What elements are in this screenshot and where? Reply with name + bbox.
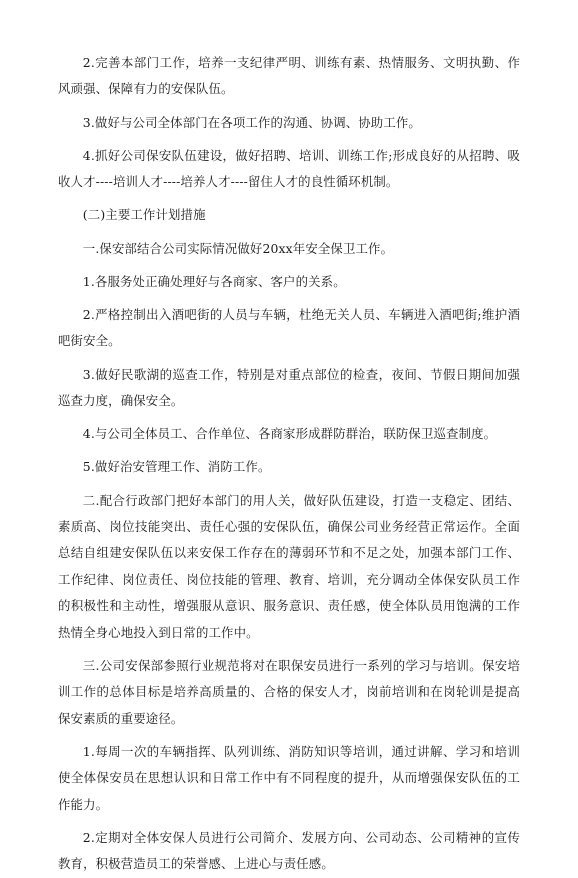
paragraph-measure-2: 二.配合行政部门把好本部门的用人关，做好队伍建设，打造一支稳定、团结、素质高、岗位技能突出、责任心强的安保队伍，确保公司业务经营正常运作。全面总结自组建安保队伍以来安保工作存在的薄弱环节和不足之处，加强本部门工作、工作纪律、岗位责任、岗位技能的管理、教育、培训，充分调动全体保安队员工作的积极性和主动性，增强服从意识、服务意识、责任感，使全体队员用饱满的工作热情全身心地投入到日常的工作中。 [58, 492, 520, 640]
paragraph-measure-3-item-1: 1.每周一次的车辆指挥、队列训练、消防知识等培训，通过讲解、学习和培训使全体保安员在思想认识和日常工作中有不同程度的提升，从而增强保安队伍的工作能力。 [58, 743, 520, 812]
paragraph-measure-1-item-2: 2.严格控制出入酒吧街的人员与车辆，杜绝无关人员、车辆进入酒吧街;维护酒吧街安全。 [58, 307, 520, 349]
paragraph-measure-1-item-1: 1.各服务处正确处理好与各商家、客户的关系。 [82, 273, 346, 289]
section-heading-measures: (二)主要工作计划措施 [82, 207, 206, 223]
paragraph-measure-1-item-5: 5.做好治安管理工作、消防工作。 [82, 459, 271, 475]
paragraph-measure-1: 一.保安部结合公司实际情况做好20xx年安全保卫工作。 [82, 240, 394, 256]
paragraph-measure-1-item-3: 3.做好民歌湖的巡查工作，特别是对重点部位的检查，夜间、节假日期间加强巡查力度，确保安全。 [58, 366, 520, 409]
paragraph-measure-3: 三.公司安保部参照行业规范将对在职保安员进行一系列的学习与培训。保安培训工作的总体目标是培养高质量的、合格的保安人才，岗前培训和在岗轮训是提高保安素质的重要途径。 [58, 657, 520, 726]
paragraph-goal-4: 4.抓好公司保安队伍建设，做好招聘、培训、训练工作;形成良好的从招聘、吸收人才----培训人才----培养人才----留住人才的良性循环机制。 [58, 147, 520, 190]
paragraph-measure-1-item-4: 4.与公司全体员工、合作单位、各商家形成群防群治，联防保卫巡查制度。 [82, 426, 497, 442]
paragraph-measure-3-item-2: 2.定期对全体安保人员进行公司简介、发展方向、公司动态、公司精神的宣传教育，积极营造员工的荣誉感、上进心与责任感。 [58, 829, 520, 872]
paragraph-goal-3: 3.做好与公司全体部门在各项工作的沟通、协调、协助工作。 [82, 114, 421, 130]
paragraph-goal-2: 2.完善本部门工作，培养一支纪律严明、训练有素、热情服务、文明执勤、作风顽强、保障有力的安保队伍。 [58, 55, 520, 97]
